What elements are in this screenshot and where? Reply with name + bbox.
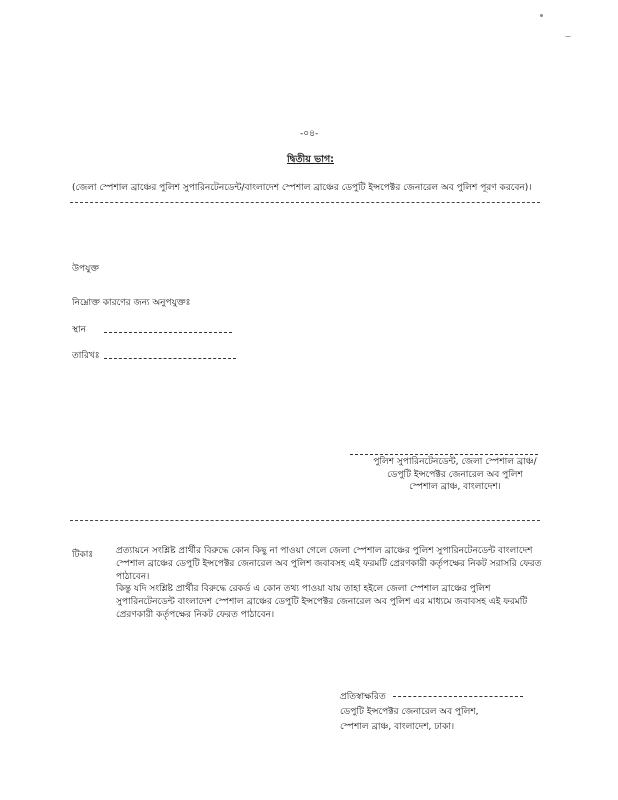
place-label: স্থান: [72, 325, 86, 335]
signature-line-2: ডেপুটি ইন্সপেক্টর জেনারেল অব পুলিশ: [387, 469, 523, 480]
note-label: টিকাঃ: [72, 550, 94, 560]
instruction-text: (জেলা স্পেশাল ব্রাঞ্চের পুলিশ সুপারিনটেনডেন্ট/বাংলাদেশ স্পেশাল ব্রাঞ্চের ডেপুটি ইন্সপেক্টর জেনারেল অব পুলিশ পূরণ করবেন)।: [72, 183, 532, 193]
unsuitable-reason-label: নিম্নোক্ত কারণের জন্য অনুপযুক্তঃ: [72, 298, 191, 308]
place-field[interactable]: [104, 332, 232, 333]
signature-block: [360, 456, 550, 494]
note-paragraph-1: প্রত্যায়নে সংশ্লিষ্ট প্রার্থীর বিরুদ্ধে কোন কিছু না পাওয়া গেলে জেলা স্পেশাল ব্রাঞ্চের পুলিশ সুপারিনটেনডেন্ট বাংলাদেশ স্পেশাল ব্রাঞ্চের ডেপুটি ইন্সপেক্টর জেনারেল অব পুলিশ জবাবসহ এই ফরমটি প্রেরণকারী কর্তৃপক্ষের নিকট সরাসরি ফেরত পাঠাবেন।: [116, 546, 542, 582]
scan-speck: [540, 14, 543, 17]
signature-line-1: পুলিশ সুপারিনটেনডেন্ট, জেলা স্পেশাল ব্রাঞ্চ/: [373, 457, 537, 467]
countersign-block: [340, 690, 523, 735]
countersign-line-2: স্পেশাল ব্রাঞ্চ, বাংলাদেশ, ঢাকা।: [340, 722, 455, 732]
scan-speck: [565, 36, 571, 37]
divider-top: [70, 202, 540, 203]
date-field[interactable]: [104, 358, 236, 359]
suitable-label: উপযুক্ত: [72, 264, 100, 274]
countersign-label: প্রতিস্বাক্ষরিত: [340, 692, 386, 702]
countersign-line-1: ডেপুটি ইন্সপেক্টর জেনারেল অব পুলিশ,: [340, 707, 479, 717]
signature-line-3: স্পেশাল ব্রাঞ্চ, বাংলাদেশ।: [409, 482, 501, 492]
section-title: দ্বিতীয় ভাগ:: [287, 154, 334, 165]
signature-line[interactable]: [350, 454, 538, 455]
divider-bottom: [70, 520, 540, 521]
note-paragraph-2: কিন্তু যদি সংশ্লিষ্ট প্রার্থীর বিরুদ্ধে রেকর্ড এ কোন তথ্য পাওয়া যায় তাহা হইলে জেলা স্পেশাল ব্রাঞ্চের পুলিশ সুপারিনটেনডেন্ট বাংলাদেশ স্পেশাল ব্রাঞ্চের ডেপুটি ইন্সপেক্টর জেনারেল অব পুলিশ এর মাধ্যমে জবাবসহ এই ফরমটি প্রেরণকারী কর্তৃপক্ষের নিকট ফেরত পাঠাবেন।: [116, 584, 528, 620]
countersign-field[interactable]: [393, 696, 523, 697]
page-number: -০৪-: [300, 129, 319, 139]
date-label: তারিখঃ: [72, 351, 100, 361]
